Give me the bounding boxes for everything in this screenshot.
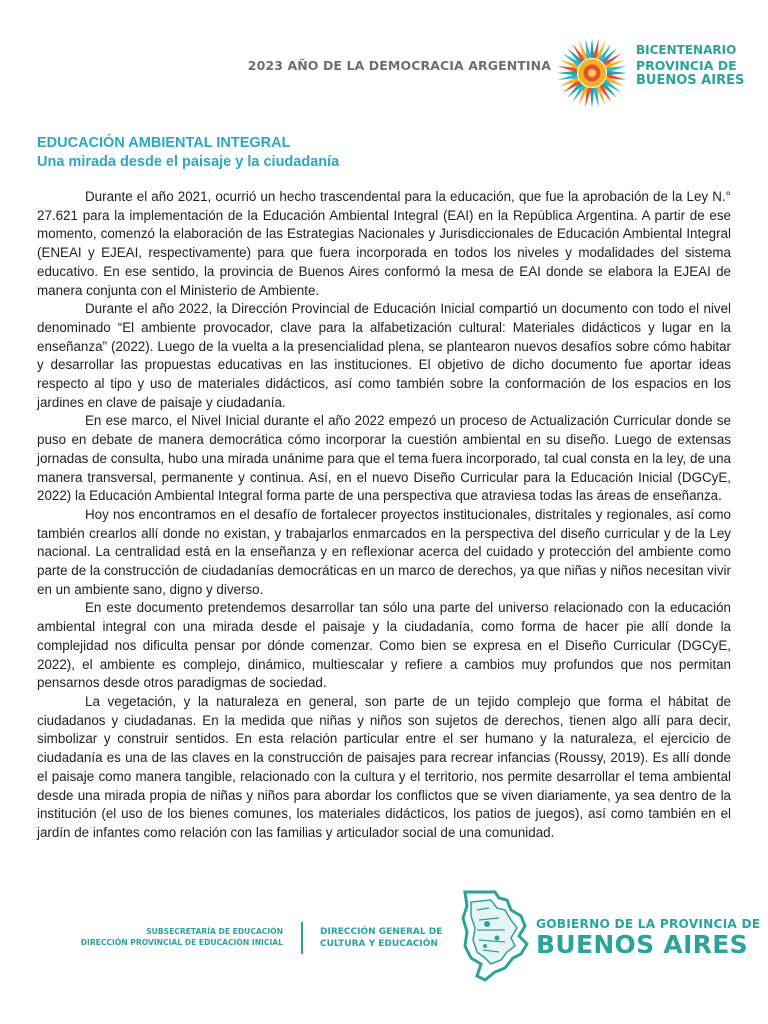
body-paragraph: La vegetación, y la naturaleza en general, son parte de un tejido complejo que forma el hábitat de ciudadanos y ciudadanas. En la medida que niñas y niños son sujetos de derechos, tienen algo allí para decir, simbolizar y construir sentidos. En esta relación particular entre el ser humano y la naturaleza, el ejercicio de ciudadanía es una de las claves en la construcción de paisajes para recrear infancias (Roussy, 2019). Es allí donde el paisaje como manera tangible, relacionado con la cultura y el territorio, nos permite desarrollar el tema ambiental desde una mirada propia de niñas y niños para abordar los conflictos que se viven diariamente, ya sea dentro de la institución (el uso de los bienes comunes, los materiales didácticos, los patios de juegos), así como también en el jardín de infantes como relación con las familias y articulador social de una comunidad. — [37, 693, 731, 840]
sun-flower-logo-icon — [555, 36, 629, 110]
bicentenario-line3: BUENOS AIRES — [636, 73, 745, 88]
subsecretaria-line2: DIRECCIÓN PROVINCIAL DE EDUCACIÓN INICIAL — [80, 938, 283, 947]
document-subtitle: Una mirada desde el paisaje y la ciudadanía — [37, 154, 340, 170]
direccion-line1: DIRECCIÓN GENERAL DE — [320, 927, 443, 937]
document-heading — [37, 134, 339, 172]
gobierno-line1: GOBIERNO DE LA PROVINCIA DE — [536, 917, 761, 931]
body-paragraph: Hoy nos encontramos en el desafío de fortalecer proyectos institucionales, distritales y regionales, así como también crearlos allí donde no existan, y trabajarlos enmarcados en la perspectiva del diseño curricular y de la Ley nacional. La centralidad está en la enseñanza y en reflexionar acerca del cuidado y protección del ambiente como parte de la construcción de ciudadanías democráticas en un marco de derechos, ya que niñas y niños necesitan vivir en un ambiente sano, digno y diverso. — [37, 506, 731, 597]
footer-divider — [301, 922, 303, 954]
document-body — [37, 188, 731, 843]
direccion-general-block — [320, 926, 442, 950]
bicentenario-wordmark — [636, 43, 744, 88]
document-title: EDUCACIÓN AMBIENTAL INTEGRAL — [37, 135, 291, 151]
body-paragraph: En ese marco, el Nivel Inicial durante el año 2022 empezó un proceso de Actualización Curricular donde se puso en debate de manera democrática cómo incorporar la cuestión ambiental en su diseño. Luego de extensas jornadas de consulta, hubo una mirada unánime para que el tema fuera incorporado, tal cual consta en la ley, de una manera transversal, permanente y continua. Así, en el nuevo Diseño Curricular para la Educación Inicial (DGCyE, 2022) la Educación Ambiental Integral forma parte de una perspectiva que atraviesa todas las áreas de enseñanza. — [37, 413, 731, 504]
body-paragraph: Durante el año 2022, la Dirección Provincial de Educación Inicial compartió un documento con todo el nivel denominado “El ambiente provocador, clave para la alfabetización cultural: Materiales didácticos y lugar en la enseñanza” (2022). Luego de la vuelta a la presencialidad plena, se plantearon nuevos desafíos sobre cómo habitar y desarrollar las propuestas educativas en las instituciones. El objetivo de dicho documento fue aportar ideas respecto al tipo y uso de materiales didácticos, así como también sobre la conformación de los espacios en los jardines en clave de paisaje y ciudadanía. — [37, 301, 731, 410]
gobierno-line2: BUENOS AIRES — [536, 930, 748, 959]
gobierno-wordmark — [536, 917, 760, 959]
direccion-line2: CULTURA Y EDUCACIÓN — [320, 939, 438, 949]
bicentenario-line2: PROVINCIA DE — [636, 58, 737, 73]
body-paragraph: Durante el año 2021, ocurrió un hecho trascendental para la educación, que fue la aprobación de la Ley N.° 27.621 para la implementación de la Educación Ambiental Integral (EAI) en la República Argentina. A partir de ese momento, comenzó la elaboración de las Estrategias Nacionales y Jurisdiccionales de Educación Ambiental Integral (ENEAI y EJEAI, respectivamente) para que fuera incorporada en todos los niveles y modalidades del sistema educativo. En ese sentido, la provincia de Buenos Aires conformó la mesa de EAI donde se elabora la EJEAI de manera conjunta con el Ministerio de Ambiente. — [37, 189, 731, 298]
body-paragraph: En este documento pretendemos desarrollar tan sólo una parte del universo relacionado con la educación ambiental integral con una mirada desde el paisaje y la ciudadanía, como forma de hacer pie allí donde la complejidad nos dificulta pensar por dónde comenzar. Como bien se expresa en el Diseño Curricular (DGCyE, 2022), el ambiente es complejo, dinámico, multiescalar y refiere a cambios muy profundos que nos permitan pensarnos desde otros paradigmas de sociedad. — [37, 600, 731, 691]
bicentenario-line1: BICENTENARIO — [636, 43, 737, 57]
subsecretaria-block — [60, 926, 283, 948]
buenos-aires-province-map-icon — [455, 888, 533, 984]
subsecretaria-line1: SUBSECRETARÍA DE EDUCACIÓN — [146, 927, 283, 936]
header-motto: 2023 AÑO DE LA DEMOCRACIA ARGENTINA — [247, 58, 551, 73]
